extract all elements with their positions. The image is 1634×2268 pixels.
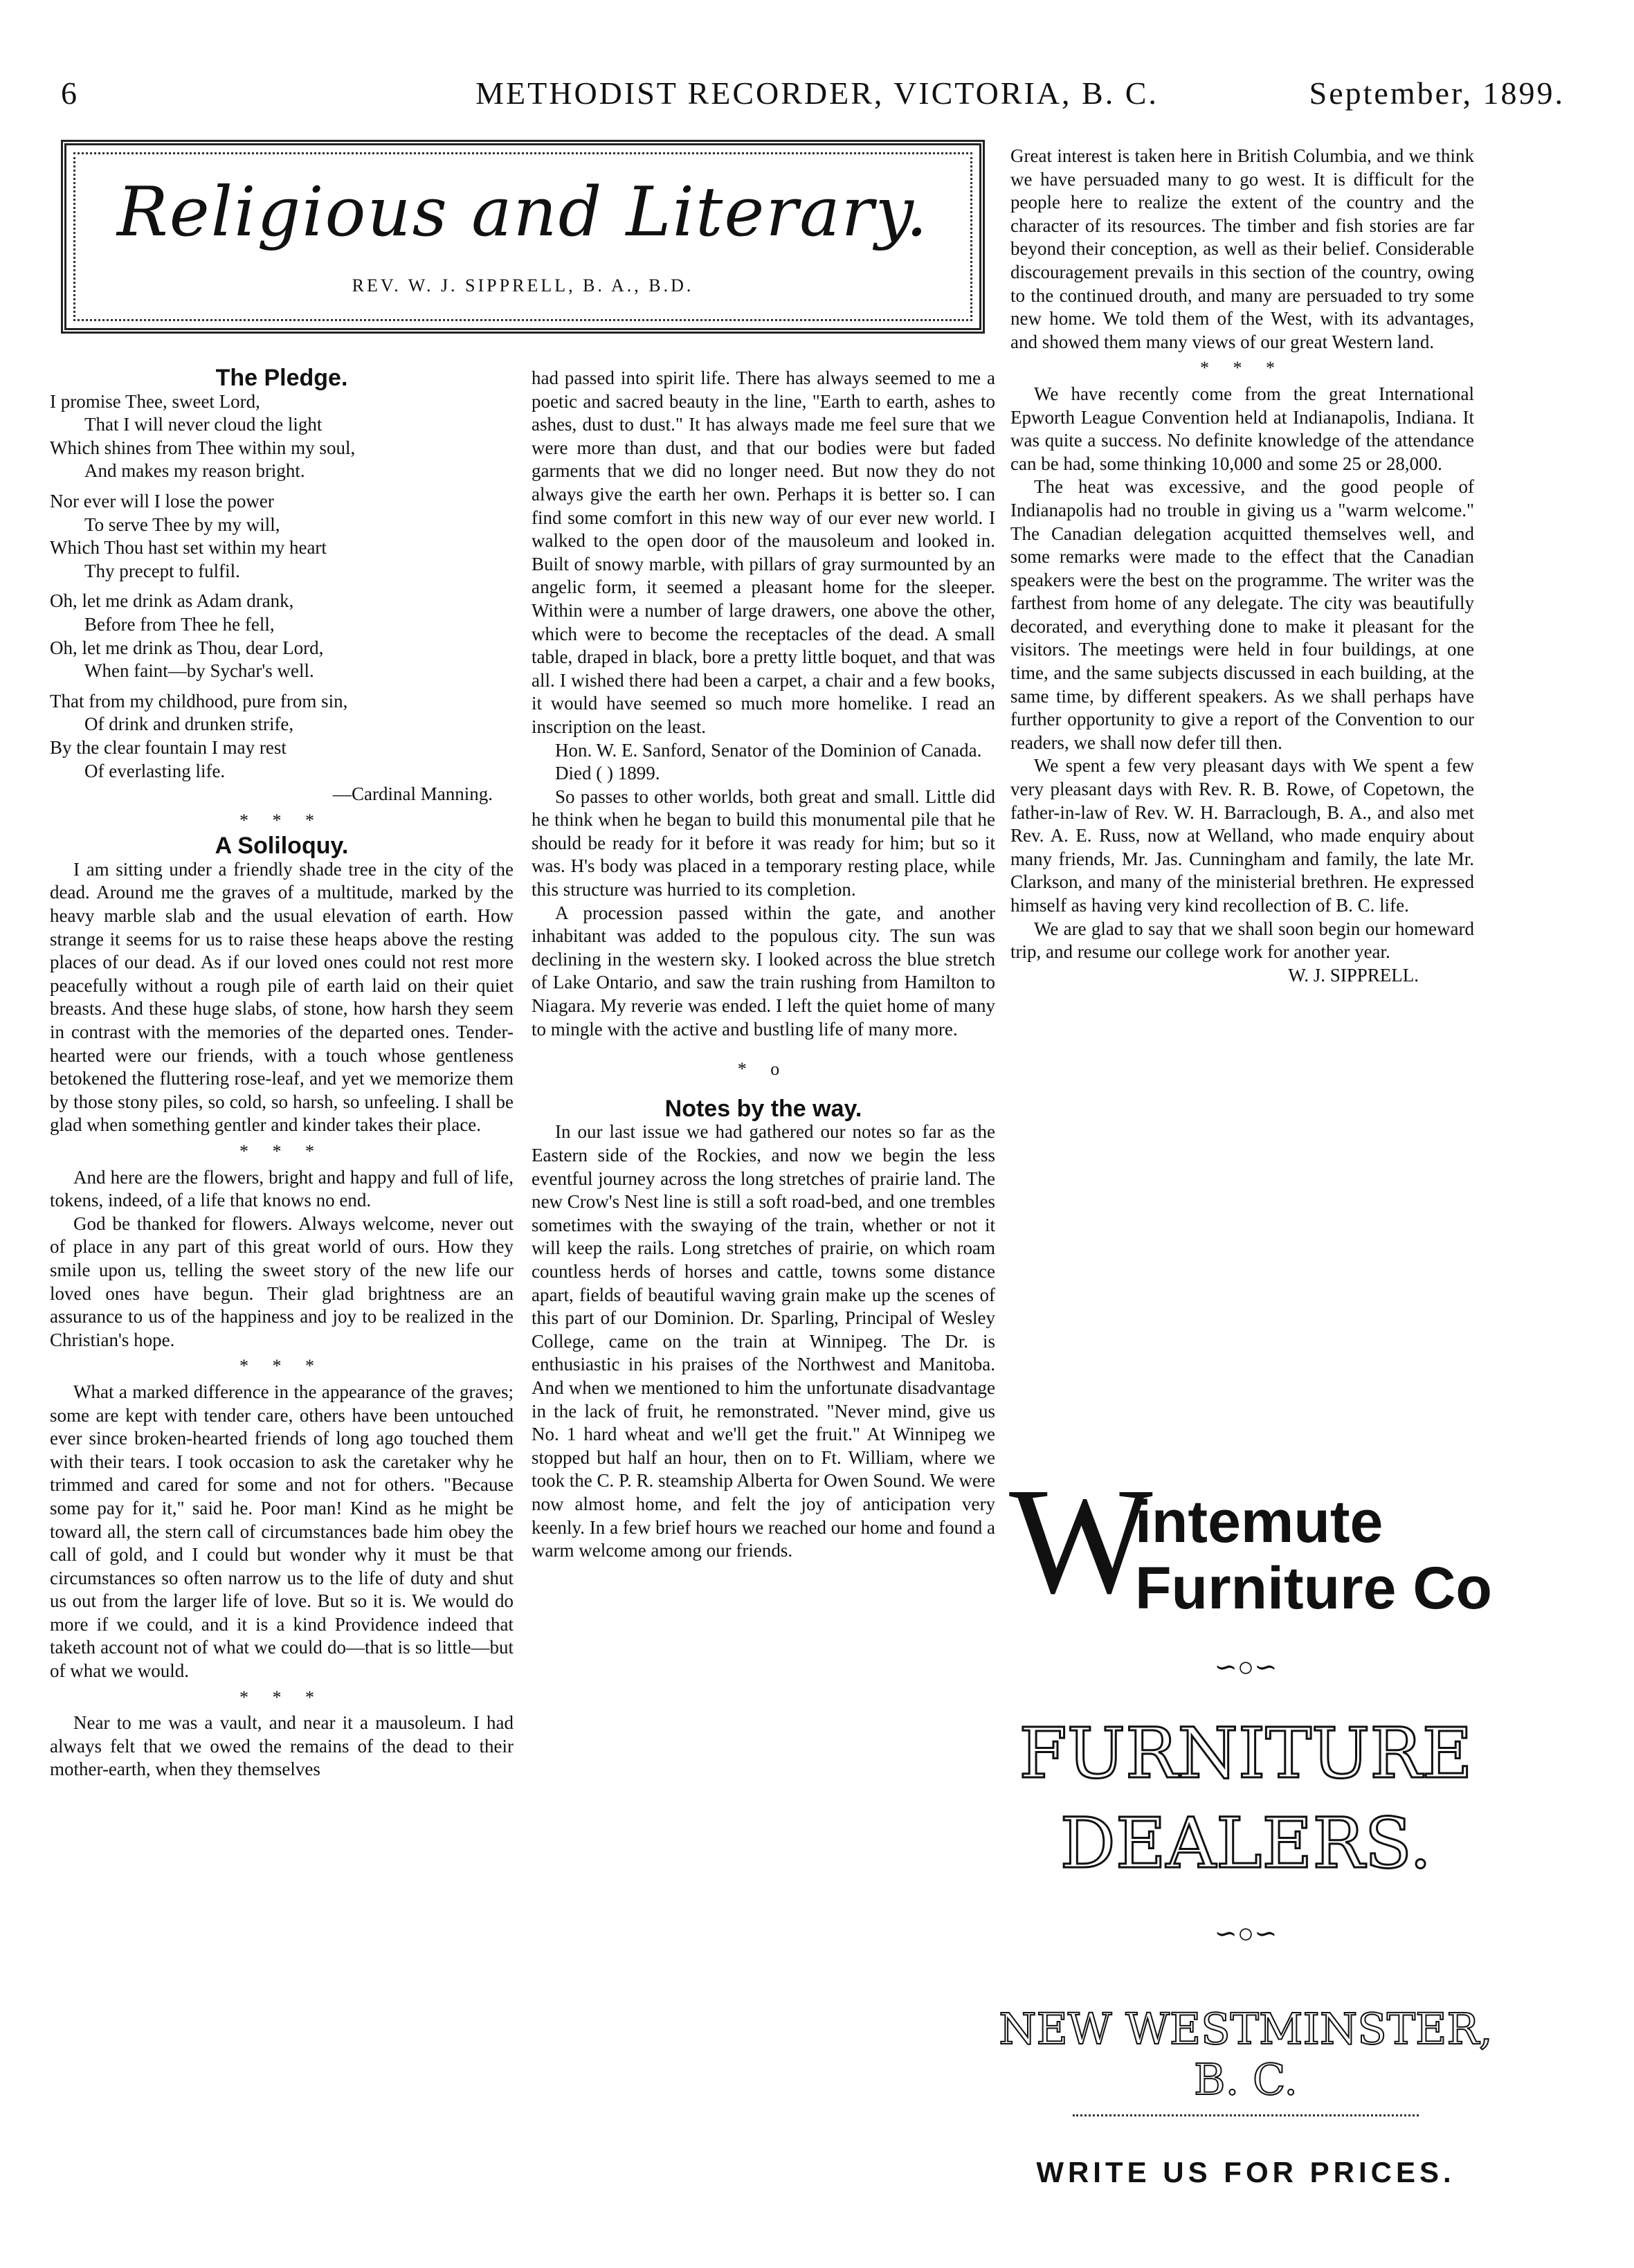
column-1 — [50, 367, 514, 1781]
section-divider: * * * — [1200, 358, 1284, 379]
ad-company-line-1: intemute — [1135, 1489, 1383, 1555]
pledge-heading: The Pledge. — [215, 365, 348, 391]
ad-company-line-2: Furniture Co — [1135, 1555, 1492, 1622]
paragraph: And here are the flowers, bright and happy and full of life, tokens, indeed, of a life that knows no end. — [50, 1166, 514, 1211]
paragraph: Near to me was a vault, and near it a mausoleum. I had always felt that we owed the remains of the dead to their mother-earth, when they themselves — [50, 1712, 514, 1780]
section-banner — [61, 140, 985, 334]
section-divider: * * * — [239, 1687, 324, 1707]
poem-line: When faint—by Sychar's well. — [84, 660, 314, 682]
poem-line: Oh, let me drink as Adam drank, — [50, 590, 294, 612]
section-divider: * o — [737, 1059, 790, 1080]
section-title: Religious and Literary. — [117, 173, 929, 252]
paragraph: What a marked difference in the appearance of the graves; some are kept with tender care, others have been untouched ever since broken-hearted friends of long ago touched them with their tears. I took occasion to ask the caretaker why he trimmed and cared for some and not for others. "Because some pay for it," said he. Poor man! Kind as he might be toward all, the stern call of circumstances bade him obey the call of gold, and I could but wonder why it must be that circumstances so often narrow us to the life of duty and shut us out from the larger life of love. But so it is. We would do more if we could, and it is a kind Providence indeed that taketh account not of what we could do—that is so little—but of what we would. — [50, 1381, 514, 1682]
column-3 — [1010, 145, 1474, 987]
paragraph: Died ( ) 1899. — [555, 763, 660, 784]
ad-headline-1: FURNITURE — [1019, 1713, 1473, 1794]
poem-line: That from my childhood, pure from sin, — [50, 690, 348, 711]
paragraph: In our last issue we had gathered our notes so far as the Eastern side of the Rockies, and now we begin the less eventful journey across the long stretches of prairie land. The new Crow's Nest line is still a soft road-bed, and one trembles sometimes with the swaying of the train, whether or not it will keep the rails. Long stretches of prairie, on which roam countless herds of horses and cattle, towns some distance apart, fields of beautiful waving grain make up the scenes of this part of our Dominion. Dr. Sparling, Principal of Wesley College, came on the train at Winnipeg. The Dr. is enthusiastic in his praises of the Northwest and Manitoba. And when we mentioned to him the unfortunate disadvantage in the lack of fruit, he remonstrated. "Never mind, give us No. 1 hard wheat and we'll get the fruit." At Winnipeg we stopped but half an hour, then on to Ft. William, where we took the C. P. R. steamship Alberta for Owen Sound. We were now almost home, and felt the joy of anticipation very keenly. In a few brief hours we reached our home and found a warm welcome among our friends. — [532, 1121, 995, 1561]
poem-attribution: —Cardinal Manning. — [333, 783, 493, 805]
poem-line: And makes my reason bright. — [84, 460, 305, 482]
furniture-advertisement — [997, 1440, 1495, 2215]
ad-location: NEW WESTMINSTER, B. C. — [999, 2004, 1493, 2105]
paragraph: So passes to other worlds, both great and small. Little did he think when he began to build this monumental pile that he should be ready for it before it was ready for him; but so it was. H's body was placed in a temporary resting place, while this structure was hurried to its completion. — [532, 786, 995, 900]
poem-line: That I will never cloud the light — [84, 414, 323, 435]
publication-title: METHODIST RECORDER, VICTORIA, B. C. — [475, 75, 1159, 111]
paragraph: God be thanked for flowers. Always welcome, never out of place in any part of this great world of ours. How they smile upon us, telling the sweet story of the new life our loved ones have begun. Their glad brightness are an assurance to us of the happiness and joy to be realized in the Christian's hope. — [50, 1213, 514, 1350]
soliloquy-heading: A Soliloquy. — [215, 833, 349, 860]
ornament-icon: ∽○∽ — [1214, 1651, 1278, 1682]
poem-line: Oh, let me drink as Thou, dear Lord, — [50, 637, 324, 658]
paragraph: We spent a few very pleasant days with We spent a few very pleasant days with Rev. R. B. Rowe, of Copetown, the father-in-law of Rev. W. H. Barraclough, B. A., and also met Rev. A. E. Russ, now at Welland, who made enquiry about many friends, Mr. Jas. Cunningham and family, the late Mr. Clarkson, and many of the ministerial brethren. He expressed himself as having very kind recollection of B. C. life. — [1010, 755, 1474, 916]
poem-line: Thy precept to fulfil. — [84, 560, 240, 581]
poem-line: Which Thou hast set within my heart — [50, 537, 327, 559]
poem-line: Of drink and drunken strife, — [84, 714, 294, 735]
running-header — [48, 61, 1586, 116]
poem-line: To serve Thee by my will, — [84, 514, 280, 535]
paragraph: A procession passed within the gate, and another inhabitant was added to the populous city. The sun was declining in the western sky. I looked across the blue stretch of Lake Ontario, and saw the train rushing from Hamilton to Niagara. My reverie was ended. I left the quiet home of many to mingle with the active and bustling life of many more. — [532, 902, 995, 1040]
section-divider: * * * — [239, 810, 324, 831]
ad-divider — [1073, 2114, 1419, 2116]
paragraph: I am sitting under a friendly shade tree in the city of the dead. Around me the graves of a multitude, marked by the heavy marble slab and the usual elevation of earth. How strange it seems for us to raise these heaps above the resting places of our dead. As if our loved ones could not rest more peacefully without a rough pile of earth laid on their quiet breasts. And these huge slabs, of stone, how harsh they seem in contrast with the memories of the departed ones. Tender-hearted were our friends, with a touch whose gentleness betokened the fluttering rose-leaf, and yet we memorize them by those stony piles, so cold, so harsh, so unfeeling. I shall be glad when something gentler and kinder takes their place. — [50, 858, 514, 1136]
section-divider: * * * — [239, 1141, 324, 1161]
column-2 — [532, 367, 995, 1563]
paragraph: Great interest is taken here in British Columbia, and we think we have persuaded many to go west. It is difficult for the people here to realize the extent of the country and the character of its resources. The timber and fish stories are far beyond their conception, as well as their belief. Considerable discouragement prevails in this section of the country, owing to the continued drouth, and many are persuaded to try some new home. We told them of the West, with its advantages, and showed them many views of our great Western land. — [1010, 145, 1474, 352]
author-signature: W. J. SIPPRELL. — [1288, 964, 1419, 986]
ad-call-to-action: WRITE US FOR PRICES. — [1036, 2156, 1455, 2188]
poem-line: I promise Thee, sweet Lord, — [50, 390, 260, 412]
issue-date: September, 1899. — [1309, 75, 1565, 111]
poem-line: By the clear fountain I may rest — [50, 736, 287, 758]
pledge-poem — [50, 390, 514, 783]
ad-initial: W — [1009, 1456, 1153, 1625]
paragraph: had passed into spirit life. There has always seemed to me a poetic and sacred beauty in the line, "Earth to earth, ashes to ashes, dust to dust." It has always made me feel sure that we were more than dust, and that our bodies were but faded garments that we did no longer need. But now they do not always give the earth her own. Perhaps it is better so. I can find some comfort in this new way of our ever new world. I walked to the open door of the mausoleum and looked in. Built of snowy marble, with pillars of gray surmounted by an angelic form, it seemed a pleasant home for the sleeper. Within were a number of large drawers, one above the other, which were to become the receptacles of the dead. A small table, draped in black, bore a pretty little boquet, and that was all. I wished there had been a carpet, a chair and a few books, it would have seemed so much more homelike. I read an inscription on the least. — [532, 368, 995, 737]
paragraph: Hon. W. E. Sanford, Senator of the Dominion of Canada. — [555, 739, 982, 761]
ornament-icon: ∽○∽ — [1214, 1918, 1278, 1949]
notes-heading: Notes by the way. — [664, 1095, 862, 1122]
section-divider: * * * — [239, 1356, 324, 1377]
poem-line: Nor ever will I lose the power — [50, 490, 274, 511]
section-byline: REV. W. J. SIPPRELL, B. A., B.D. — [352, 275, 694, 296]
paragraph: We have recently come from the great International Epworth League Convention held at Indianapolis, Indiana. It was quite a success. No definite knowledge of the attendance can be had, some thinking 10,000 and some 25 or 28,000. — [1010, 383, 1474, 474]
poem-line: Before from Thee he fell, — [84, 613, 275, 635]
page-number: 6 — [61, 75, 79, 111]
ad-headline-2: DEALERS. — [1060, 1803, 1432, 1884]
paragraph: The heat was excessive, and the good people of Indianapolis had no trouble in giving us a "warm welcome." The Canadian delegation acquitted themselves well, and some remarks were made to the effect that the Canadian speakers were the best on the programme. The writer was the farthest from home of any delegate. The city was beautifully decorated, and everything done to make it pleasant for the visitors. The meetings were held in four buildings, at one time, and the same subjects discussed in each building, at the same time, by different speakers. As we shall perhaps have further opportunity to give a report of the Convention to our readers, we shall now defer till then. — [1010, 476, 1474, 753]
paragraph: We are glad to say that we shall soon begin our homeward trip, and resume our college work for another year. — [1010, 918, 1474, 963]
poem-line: Of everlasting life. — [84, 760, 226, 781]
poem-line: Which shines from Thee within my soul, — [50, 437, 356, 458]
